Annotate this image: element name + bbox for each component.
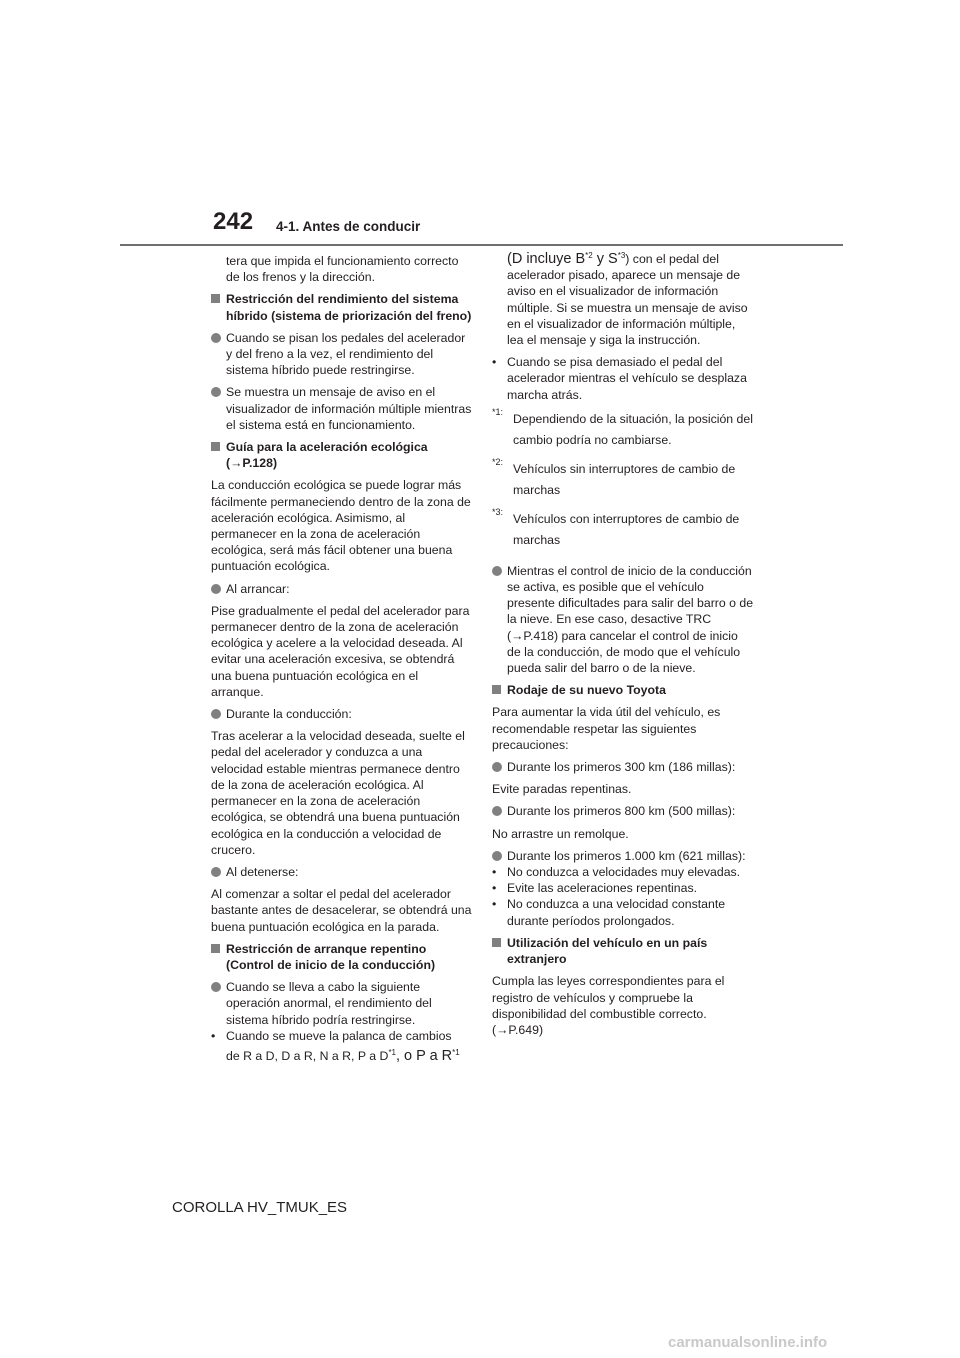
square-bullet-icon [211,944,220,953]
page-number: 242 [213,208,254,235]
square-bullet-icon [211,294,220,303]
circle-item: Durante los primeros 1.000 km (621 millas): [492,848,754,864]
circle-bullet-icon [211,709,221,719]
footnote: *1: Dependiendo de la situación, la posición del cambio podría no cambiarse. [492,406,753,447]
page-reference-link[interactable]: (→P.128) [226,456,278,471]
section-heading: Utilización del vehículo en un país extranjero [492,935,754,967]
paragraph: Para aumentar la vida útil del vehículo, es recomendable respetar las siguientes precauciones: [492,705,721,752]
paragraph: Al comenzar a soltar el pedal del acelerador bastante antes de desacelerar, se obtendrá una buena puntuación ecológica en la parada. [211,887,472,934]
circle-item: Durante los primeros 800 km (500 millas): [492,803,754,819]
square-bullet-icon [492,938,501,947]
dot-bullet-icon: • [492,881,497,896]
circle-item: Se muestra un mensaje de aviso en el visualizador de información múltiple mientras el sistema está en funcionamiento. [211,384,473,433]
circle-bullet-icon [211,982,221,992]
circle-item: Mientras el control de inicio de la conducción se activa, es posible que el vehículo presente dificultades para salir del barro o de la nieve. En ese caso, desactive TRC (→P.418) para cancelar el control de inicio de la conducción, de modo que el vehículo pueda salir del barro o de la nieve. [492,563,754,676]
paragraph: No arrastre un remolque. [492,826,629,841]
footer-model: COROLLA HV_TMUK_ES [172,1199,348,1216]
bullet-item: • Cuando se pisa demasiado el pedal del acelerador mientras el vehículo se desplaza marcha atrás. [492,355,747,402]
left-column [211,253,473,1068]
section-heading: Guía para la aceleración ecológica (→P.128) [211,439,473,471]
paragraph: Tras acelerar a la velocidad deseada, suelte el pedal del acelerador y conduzca a una velocidad estable mientras permanece dentro de la zona de aceleración ecológica. Al permanecer en la zona de aceleración ecológica, se obtendrá una buena puntuación ecológica en la conducción a velocidad de crucero. [211,729,465,857]
paragraph: tera que impida el funcionamiento correcto de los frenos y la dirección. [226,254,459,285]
paragraph: Evite paradas repentinas. [492,782,632,797]
right-column [492,250,754,1044]
bullet-item: • Evite las aceleraciones repentinas. [492,881,698,896]
section-heading: Rodaje de su nuevo Toyota [492,682,754,698]
bullet-item: • No conduzca a velocidades muy elevadas. [492,865,741,880]
circle-bullet-icon [211,867,221,877]
circle-bullet-icon [211,584,221,594]
circle-bullet-icon [211,333,221,343]
dot-bullet-icon: • [492,865,497,880]
bullet-item: • Cuando se mueve la palanca de cambios de R a D, D a R, N a R, P a $D^{*1}$, o P a $R^{*1}$ [211,1028,460,1064]
circle-bullet-icon [492,806,502,816]
watermark: carmanualsonline.info [668,1334,828,1351]
paragraph: Cumpla las leyes correspondientes para el registro de vehículos y compruebe la disponibilidad del combustible correcto. (→P.649) [492,974,725,1037]
section-heading: Restricción de arranque repentino (Control de inicio de la conducción) [211,941,473,973]
header-divider [120,244,843,246]
circle-bullet-icon [492,851,502,861]
dot-bullet-icon: • [492,355,497,370]
section-title: 4-1. Antes de conducir [276,219,421,234]
circle-item: Cuando se lleva a cabo la siguiente operación anormal, el rendimiento del sistema híbrido podría restringirse. [211,979,473,1028]
circle-bullet-icon [492,566,502,576]
footnote: *3: Vehículos con interruptores de cambio de marchas [492,506,740,547]
paragraph: (D incluye $B^{*2}$ y $S^{*3}$) con el pedal del acelerador pisado, aparece un mensaje de aviso en el visualizador de información múltiple. Si se muestra un mensaje de aviso en el visualizador de información múltiple, lea el mensaje y siga la instrucción. [507,250,748,348]
circle-item: Al detenerse: [211,864,473,880]
dot-bullet-icon: • [492,897,497,912]
paragraph: Pise gradualmente el pedal del acelerador para permanecer dentro de la zona de aceleración ecológica y acelere a la velocidad deseada. Al evitar una aceleración excesiva, se obtendrá una buena puntuación ecológica en el arranque. [211,603,470,699]
square-bullet-icon [492,685,501,694]
square-bullet-icon [211,442,220,451]
circle-item: Cuando se pisan los pedales del acelerador y del freno a la vez, el rendimiento del sistema híbrido puede restringirse. [211,330,473,379]
circle-bullet-icon [211,387,221,397]
section-heading: Restricción del rendimiento del sistema híbrido (sistema de priorización del freno) [211,291,473,323]
circle-bullet-icon [492,762,502,772]
footnote: *2: Vehículos sin interruptores de cambio de marchas [492,456,736,497]
paragraph: La conducción ecológica se puede lograr más fácilmente permaneciendo dentro de la zona de aceleración ecológica. Asimismo, al permanecer en la zona de aceleración ecológica, será más fácil obtener una buena puntuación ecológica. [211,478,471,574]
circle-item: Al arrancar: [211,581,473,597]
circle-item: Durante la conducción: [211,706,473,722]
bullet-item: • No conduzca a una velocidad constante durante períodos prolongados. [492,897,726,928]
circle-item: Durante los primeros 300 km (186 millas): [492,759,754,775]
dot-bullet-icon: • [211,1028,216,1043]
